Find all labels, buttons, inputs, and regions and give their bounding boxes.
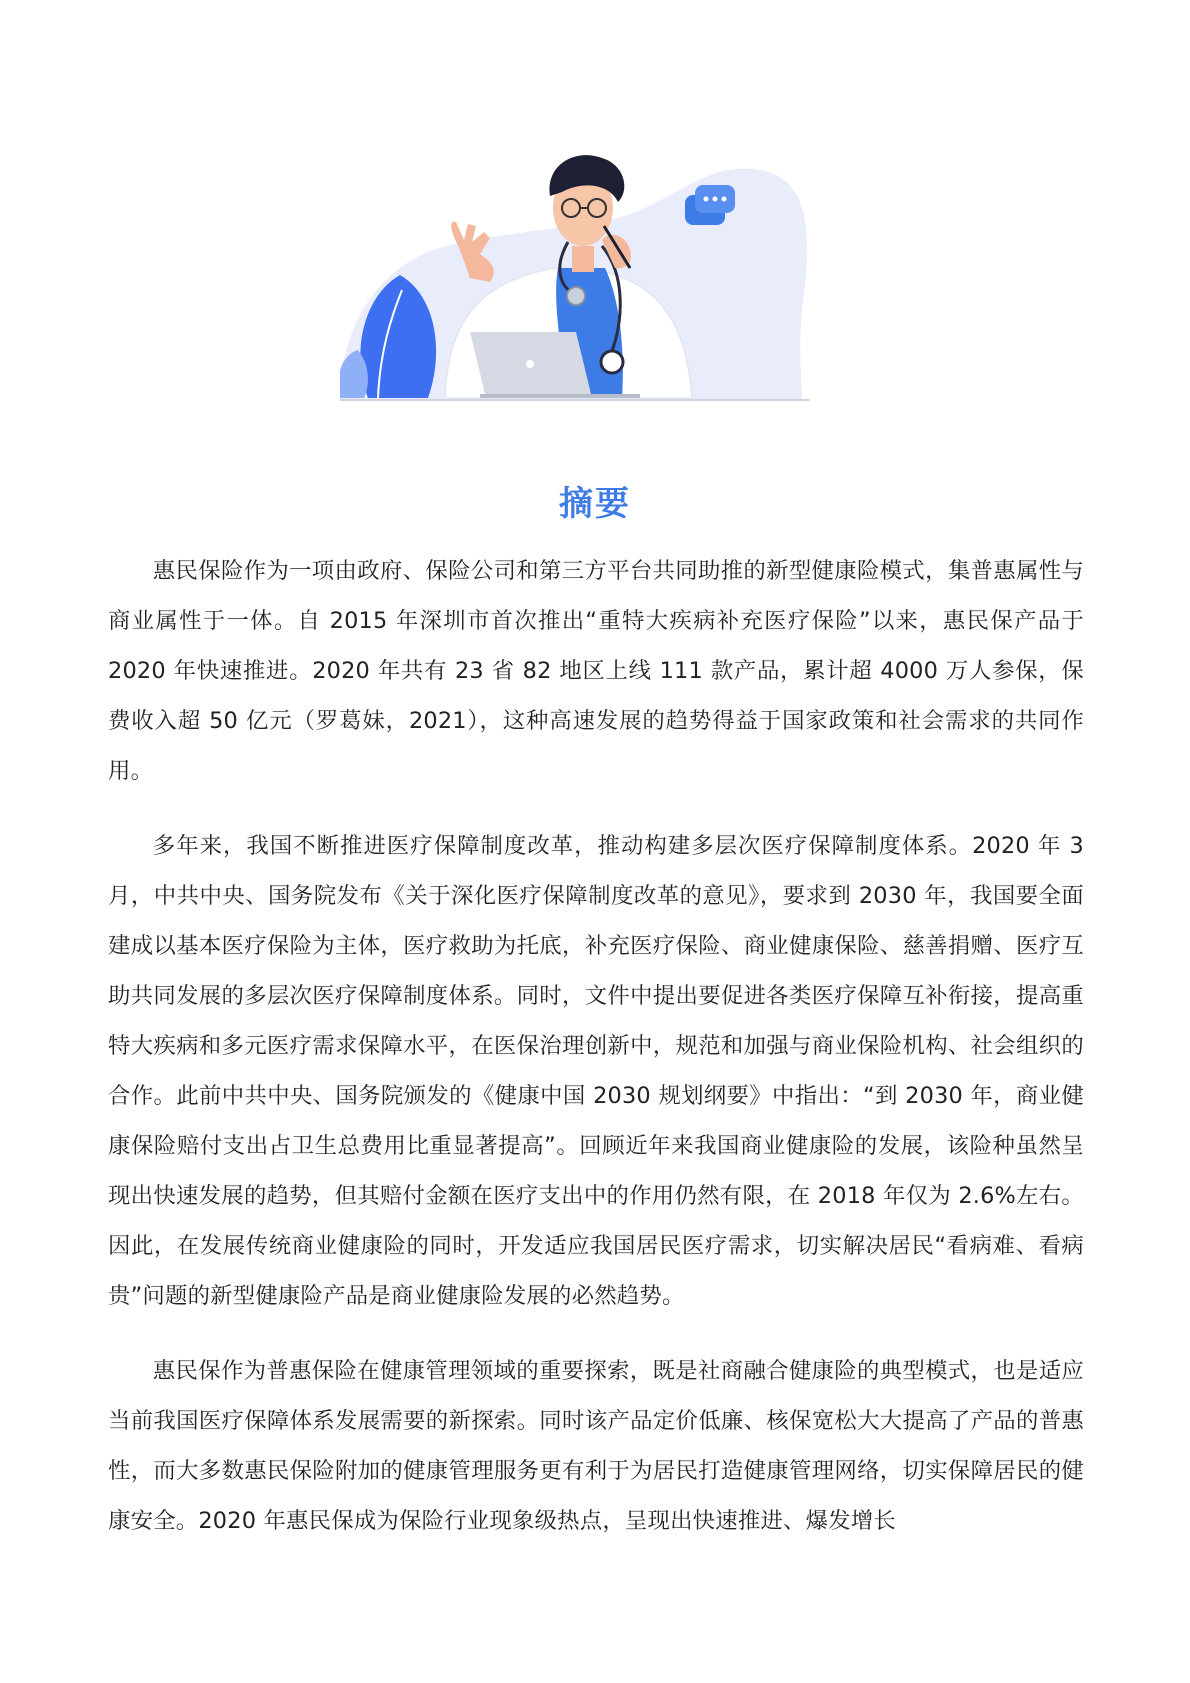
stethoscope-chestpiece bbox=[567, 287, 585, 305]
paragraph-3: 惠民保作为普惠保险在健康管理领域的重要探索，既是社商融合健康险的典型模式，也是适应当前我国医疗保障体系发展需要的新探索。同时该产品定价低廉、核保宽松大大提高了产品的普惠性，而大多数惠民保险附加的健康管理服务更有利于为居民打造健康管理网络，切实保障居民的健康安全。2020 年惠民保成为保险行业现象级热点，呈现出快速推进、爆发增长 bbox=[108, 1358, 1084, 1534]
abstract-body bbox=[108, 546, 1084, 1571]
page-title: 摘要 bbox=[559, 484, 631, 524]
paragraph-1: 惠民保险作为一项由政府、保险公司和第三方平台共同助推的新型健康险模式，集普惠属性与商业属性于一体。自 2015 年深圳市首次推出“重特大疾病补充医疗保险”以来，惠民保产品于 2020 年快速推进。2020 年共有 23 省 82 地区上线 111 款产品，累计超 4000 万人参保，保费收入超 50 亿元（罗葛妹，2021），这种高速发展的趋势得益于国家政策和社会需求的共同作用。 bbox=[108, 558, 1084, 784]
paragraph-2: 多年来，我国不断推进医疗保障制度改革，推动构建多层次医疗保障制度体系。2020 年 3 月，中共中央、国务院发布《关于深化医疗保障制度改革的意见》，要求到 2030 年，我国要全面建成以基本医疗保险为主体，医疗救助为托底，补充医疗保险、商业健康保险、慈善捐赠、医疗互助共同发展的多层次医疗保障制度体系。同时，文件中提出要促进各类医疗保障互补衔接，提高重特大疾病和多元医疗需求保障水平，在医保治理创新中，规范和加强与商业保险机构、社会组织的合作。此前中共中央、国务院颁发的《健康中国 2030 规划纲要》中指出：“到 2030 年，商业健康保险赔付支出占卫生总费用比重显著提高”。回顾近年来我国商业健康险的发展，该险种虽然呈现出快速发展的趋势，但其赔付金额在医疗支出中的作用仍然有限，在 2018 年仅为 2.6%左右。因此，在发展传统商业健康险的同时，开发适应我国居民医疗需求，切实解决居民“看病难、看病贵”问题的新型健康险产品是商业健康险发展的必然趋势。 bbox=[108, 833, 1084, 1309]
doctor-with-laptop-graphic bbox=[340, 150, 880, 440]
doctor-illustration bbox=[340, 150, 880, 440]
